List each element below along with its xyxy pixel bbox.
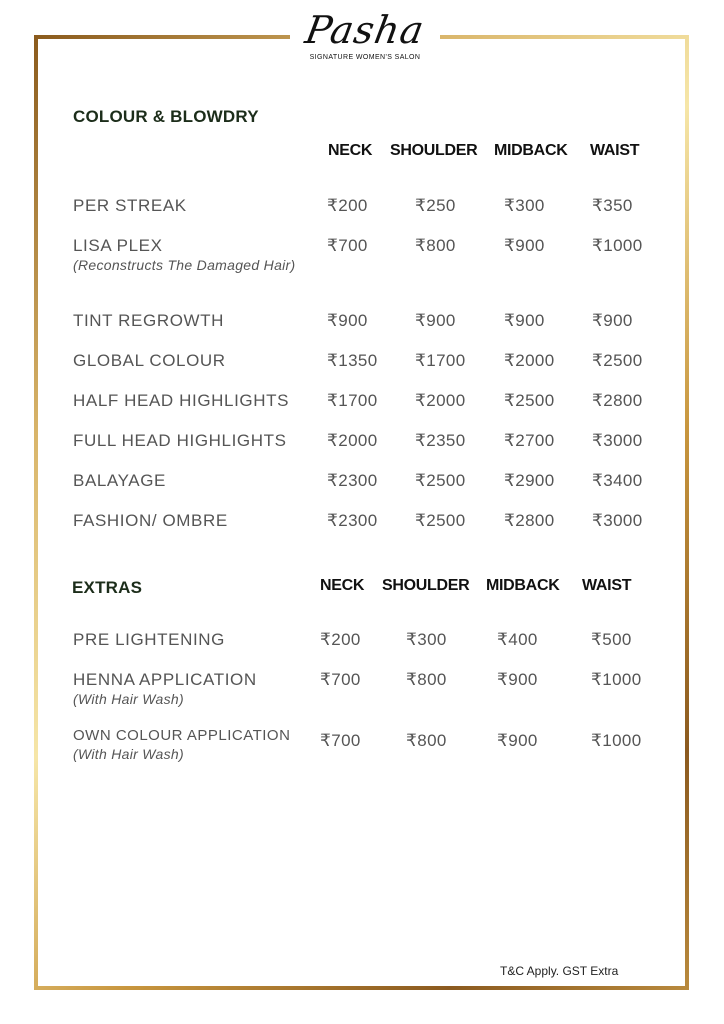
price-cell: ₹1000 (592, 236, 643, 255)
service-henna-application: HENNA APPLICATION (73, 670, 257, 689)
extras-col-shoulder: SHOULDER (382, 577, 470, 594)
service-lisa-plex: LISA PLEX (73, 236, 163, 255)
price-cell: ₹2500 (415, 511, 466, 530)
price-cell: ₹2350 (415, 431, 466, 450)
price-cell: ₹900 (592, 311, 633, 330)
price-cell: ₹2900 (504, 471, 555, 490)
colour-col-waist: WAIST (590, 142, 640, 159)
colour-col-shoulder: SHOULDER (390, 142, 478, 159)
price-cell: ₹2500 (592, 351, 643, 370)
price-cell: ₹3000 (592, 511, 643, 530)
price-cell: ₹300 (406, 630, 447, 649)
price-cell: ₹2000 (415, 391, 466, 410)
price-cell: ₹2700 (504, 431, 555, 450)
service-note: (Reconstructs The Damaged Hair) (73, 257, 296, 273)
price-cell: ₹800 (415, 236, 456, 255)
service-per-streak: PER STREAK (73, 196, 187, 215)
price-cell: ₹2300 (327, 511, 378, 530)
service-fashion-ombre: FASHION/ OMBRE (73, 511, 228, 530)
price-cell: ₹1700 (327, 391, 378, 410)
service-own-colour-application: OWN COLOUR APPLICATION (73, 727, 291, 744)
brand-tagline: SIGNATURE WOMEN'S SALON (309, 54, 421, 61)
price-cell: ₹300 (504, 196, 545, 215)
price-cell: ₹500 (591, 630, 632, 649)
price-cell: ₹2000 (327, 431, 378, 450)
section-title-extras: EXTRAS (72, 578, 143, 597)
price-cell: ₹900 (497, 731, 538, 750)
price-cell: ₹2500 (504, 391, 555, 410)
price-cell: ₹200 (327, 196, 368, 215)
section-title-colour: COLOUR & BLOWDRY (73, 107, 259, 126)
price-cell: ₹700 (320, 731, 361, 750)
service-note: (With Hair Wash) (73, 691, 184, 707)
price-cell: ₹250 (415, 196, 456, 215)
price-cell: ₹1000 (591, 731, 642, 750)
price-cell: ₹3000 (592, 431, 643, 450)
price-cell: ₹2500 (415, 471, 466, 490)
price-cell: ₹900 (327, 311, 368, 330)
terms-footer: T&C Apply. GST Extra (500, 964, 619, 978)
service-balayage: BALAYAGE (73, 471, 166, 490)
price-cell: ₹2000 (504, 351, 555, 370)
price-cell: ₹400 (497, 630, 538, 649)
price-cell: ₹3400 (592, 471, 643, 490)
extras-col-midback: MIDBACK (486, 577, 560, 594)
price-cell: ₹700 (327, 236, 368, 255)
service-global-colour: GLOBAL COLOUR (73, 351, 226, 370)
service-full-head-highlights: FULL HEAD HIGHLIGHTS (73, 431, 287, 450)
price-cell: ₹1700 (415, 351, 466, 370)
price-cell: ₹900 (504, 311, 545, 330)
price-cell: ₹2800 (592, 391, 643, 410)
price-cell: ₹2800 (504, 511, 555, 530)
price-cell: ₹200 (320, 630, 361, 649)
price-cell: ₹2300 (327, 471, 378, 490)
colour-col-midback: MIDBACK (494, 142, 568, 159)
price-cell: ₹900 (497, 670, 538, 689)
price-cell: ₹1350 (327, 351, 378, 370)
price-cell: ₹350 (592, 196, 633, 215)
price-cell: ₹800 (406, 731, 447, 750)
price-cell: ₹900 (504, 236, 545, 255)
colour-col-neck: NECK (328, 142, 373, 159)
extras-col-neck: NECK (320, 577, 365, 594)
service-pre-lightening: PRE LIGHTENING (73, 630, 225, 649)
price-cell: ₹700 (320, 670, 361, 689)
service-tint-regrowth: TINT REGROWTH (73, 311, 225, 330)
service-half-head-highlights: HALF HEAD HIGHLIGHTS (73, 391, 290, 410)
price-cell: ₹900 (415, 311, 456, 330)
extras-col-waist: WAIST (582, 577, 632, 594)
brand-logo (290, 8, 440, 72)
brand-name: Pasha (302, 8, 428, 52)
service-note: (With Hair Wash) (73, 746, 184, 762)
price-cell: ₹800 (406, 670, 447, 689)
price-cell: ₹1000 (591, 670, 642, 689)
